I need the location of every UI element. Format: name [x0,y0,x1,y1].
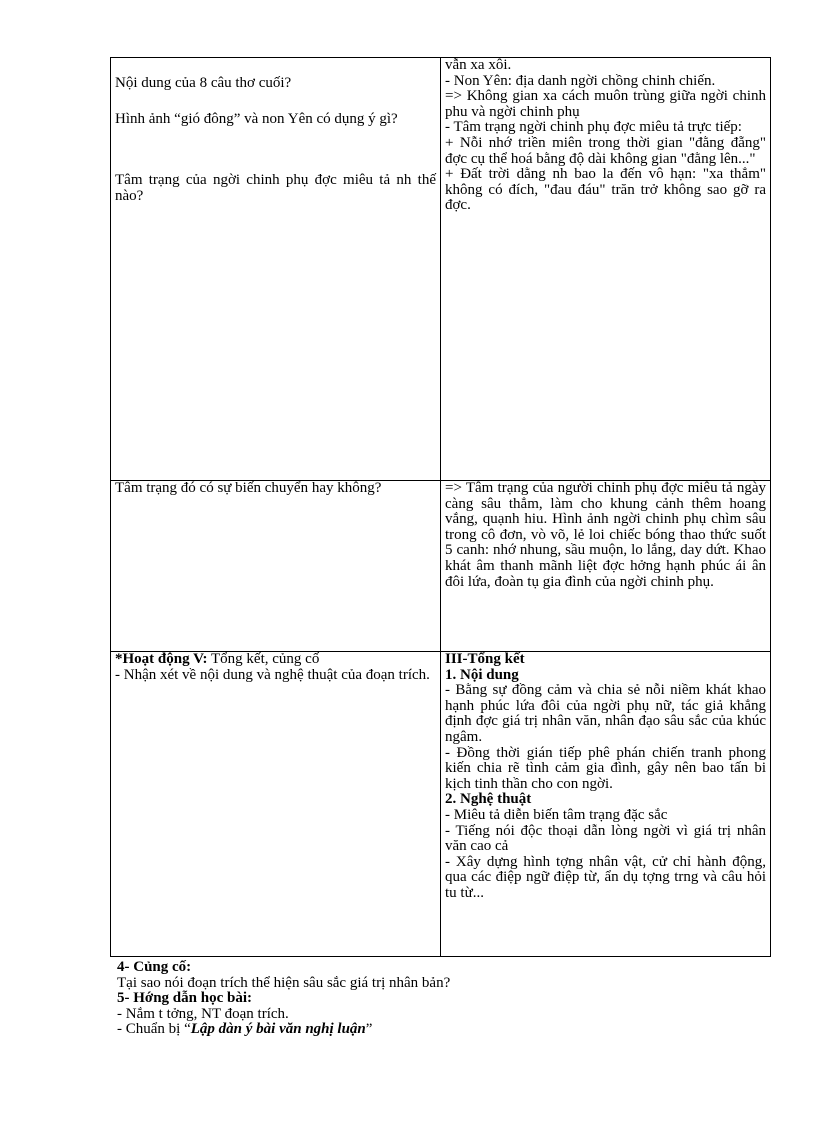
guide-item-suffix: ” [365,1021,373,1038]
art-line: - Miêu tả diễn biến tâm trạng đặc sắc [445,806,668,823]
consolidate-question: Tại sao nói đoạn trích thể hiện sâu sắc giá trị nhân bản? [117,974,451,991]
answer-line: vẫn xa xôi. [445,57,512,73]
consolidate-heading: 4- Củng cố: [117,959,192,975]
answer-line: => Tâm trạng của người chinh phụ đợc miêu tả ngày càng sâu thẳm, làm cho khung cảnh thêm hoang vắng, quạnh hiu. Hình ảnh ngời chinh phụ chìm sâu trong cô đơn, vò võ, lẻ loi chiếc bóng thao thức suốt 5 canh: nhớ nhung, sầu muộn, lo lắng, day dứt. Khao khát âm thanh mãnh liệt đợc hởng hạnh phúc ái ân đôi lứa, đoàn tụ gia đình của ngời chinh phụ. [445,480,766,590]
activity-label: *Hoạt động V: [115,651,208,667]
question-text: Tâm trạng của ngời chinh phụ đợc miêu tả nh thế nào? [115,172,436,204]
answer-line: => Không gian xa cách muôn trùng giữa ngời chinh phu và ngời chinh phụ [445,88,766,120]
activity-heading [115,652,436,668]
art-line: - Tiếng nói độc thoại dẫn lòng ngời vì giá trị nhân văn cao cả [445,822,766,855]
art-heading: 2. Nghệ thuật [445,791,532,808]
answer-cell [441,58,771,481]
table-row [111,58,771,481]
lesson-table [110,57,771,957]
content-heading: 1. Nội dung [445,666,519,683]
guide-item-prefix: - Chuẩn bị “ [117,1021,191,1038]
question-text: Nội dung của 8 câu thơ cuối? [115,75,292,91]
answer-line: - Non Yên: địa danh ngời chồng chinh chiến. [445,72,716,89]
art-line: - Xây dựng hình tợng nhân vật, cử chỉ hành động, qua các điệp ngữ điệp từ, ẩn dụ tợng trng và câu hỏi tu từ... [445,853,766,901]
content-line: - Đồng thời gián tiếp phê phán chiến tranh phong kiến chia rẽ tình cảm gia đình, gây nên bao tấn bi kịch tinh thần cho con ngời. [445,744,766,792]
answer-line: - Tâm trạng ngời chinh phụ đợc miêu tả trực tiếp: [445,119,742,136]
activity-task: - Nhận xét về nội dung và nghệ thuật của đoạn trích. [115,666,430,683]
guide-heading: 5- Hớng dẫn học bài: [117,990,252,1007]
question-cell [111,58,441,481]
guide-item [117,1022,767,1038]
after-table-section [117,960,767,1038]
activity-text: Tổng kết, củng cố [207,651,320,667]
activity-cell [111,652,441,957]
question-text: Tâm trạng đó có sự biến chuyển hay không? [115,480,382,496]
summary-cell [441,652,771,957]
section-title: III-Tổng kết [445,651,525,667]
table-row [111,652,771,957]
question-cell [111,481,441,652]
question-text: Hình ảnh “gió đông” và non Yên có dụng ý gì? [115,110,398,127]
answer-cell [441,481,771,652]
guide-item: - Nắm t tởng, NT đoạn trích. [117,1005,289,1022]
answer-line: + Nỗi nhớ triền miên trong thời gian "đằng đẵng" đợc cụ thể hoá bằng độ dài không gian "đằng lên..." [445,134,766,167]
table-row [111,481,771,652]
content-line: - Bằng sự đồng cảm và chia sẻ nỗi niềm khát khao hạnh phúc lứa đôi của ngời phụ nữ, tác giả khẳng định đợc giá trị nhân văn, nhân đạo sâu sắc của khúc ngâm. [445,682,766,745]
guide-item-title: Lập dàn ý bài văn nghị luận [190,1021,366,1038]
answer-line: + Đất trời dằng nh bao la đến vô hạn: "xa thẳm" không có đích, "đau đáu" trăn trở không sao gỡ ra đợc. [445,166,766,214]
